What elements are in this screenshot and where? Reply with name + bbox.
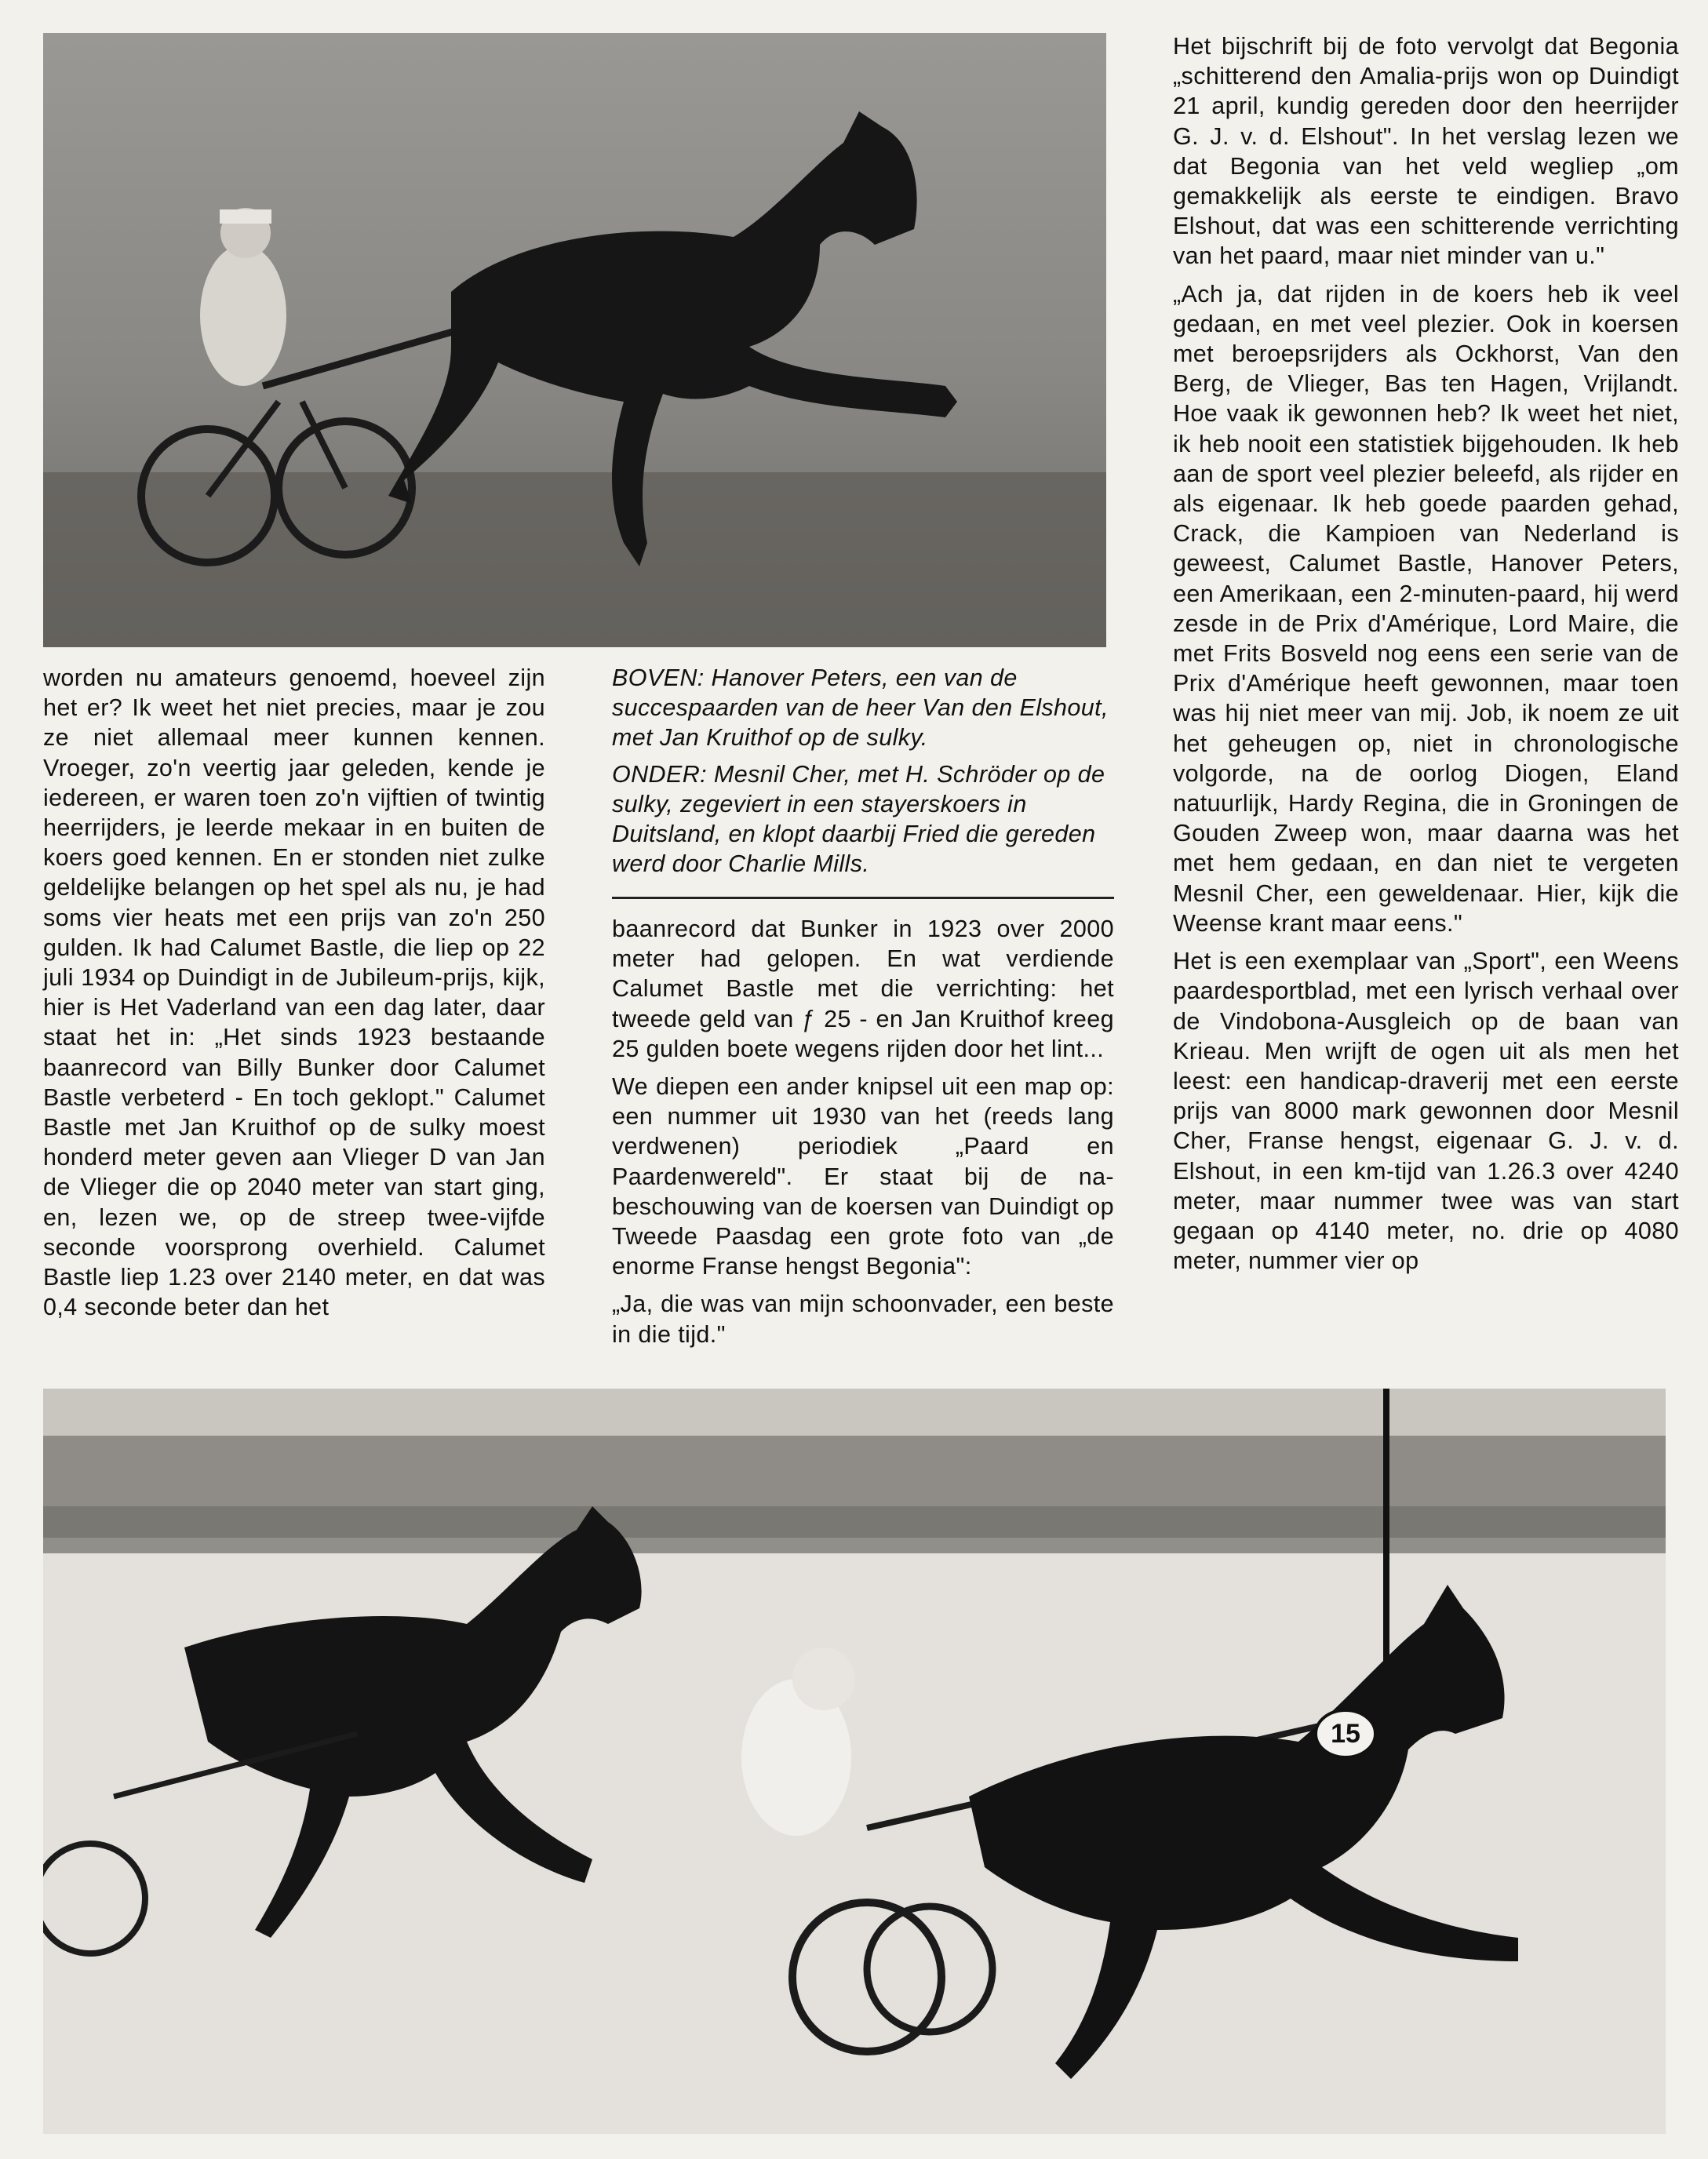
photo-bottom-illustration — [43, 1389, 1666, 2134]
paragraph: worden nu amateurs genoemd, hoeveel zijn het er? Ik weet het niet precies, maar je zou ze niet allemaal meer kunnen kennen. Vroeger, zo'n veertig jaar geleden, kende je iedereen, er waren toen zo'n vijftien of twintig heerrijders, je leerde mekaar in en buiten de koers goed kennen. En er stonden niet zulke geldelijke belangen op het spel als nu, je had soms vier heats met een prijs van zo'n 250 gulden. Ik had Calumet Bastle, die liep op 22 juli 1934 op Duindigt in de Jubileum-prijs, kijk, hier is Het Vaderland van een dag later, daar staat het in: „Het sinds 1923 bestaande baanrecord van Billy Bunker door Calumet Bastle verbeterd - En toch geklopt." Calumet Bastle met Jan Kruithof op de sulky moest honderd meter geven aan Vlieger D van Jan de Vlieger die op 2040 meter van start ging, en, lezen we, op de streep twee-vijfde seconde voorsprong overhield. Calumet Bastle liep 1.23 over 2140 meter, en dat was 0,4 seconde beter dan het — [43, 664, 545, 1321]
paragraph: Het bijschrift bij de foto vervolgt dat Begonia „schitterend den Amalia-prijs won op Duindigt 21 april, kundig gereden door den heerrijder G. J. v. d. Elshout". In het verslag lezen we dat Begonia van het veld wegliep „om gemakkelijk als eerste te eindigen. Bravo Elshout, dat was een schitterende verrichting van het paard, maar niet minder van u." — [1173, 33, 1679, 270]
caption-divider — [612, 897, 1114, 899]
paragraph: We diepen een ander knipsel uit een map op: een nummer uit 1930 van het (reeds lang verdwenen) periodiek „Paard en Paardenwereld". Er staat bij de na-beschouwing van de koersen van Duindigt op Tweede Paasdag een grote foto van „de enorme Franse hengst Begonia": — [612, 1073, 1114, 1280]
article-column-middle — [612, 914, 1114, 1357]
article-column-right — [1173, 31, 1679, 1283]
paragraph: baanrecord dat Bunker in 1923 over 2000 meter had gelopen. En wat verdiende Calumet Bastle met die verrichting: het tweede geld van ƒ 25 - en Jan Kruithof kreeg 25 gulden boete wegens rijden door het lint... — [612, 916, 1114, 1062]
photo-top-illustration — [43, 33, 1106, 647]
photo-hanover-peters — [43, 33, 1106, 647]
article-column-left — [43, 663, 545, 1330]
horse-number-badge: 15 — [1331, 1719, 1360, 1749]
caption-bottom: ONDER: Mesnil Cher, met H. Schröder op de sulky, zegeviert in een stayerskoers in Duitsland, en klopt daarbij Fried die gereden werd door Charlie Mills. — [612, 760, 1105, 878]
paragraph: „Ja, die was van mijn schoonvader, een beste in die tijd." — [612, 1291, 1114, 1348]
paragraph: „Ach ja, dat rijden in de koers heb ik veel gedaan, en met veel plezier. Ook in koersen met beroepsrijders als Ockhorst, Van den Berg, de Vlieger, Bas ten Hagen, Vrijlandt. Hoe vaak ik gewonnen heb? Ik weet het niet, ik heb nooit een statistiek bijgehouden. Ik heb aan de sport veel plezier beleefd, als rijder en als eigenaar. Ik heb goede paarden gehad, Crack, die Kampioen van Nederland is geweest, Calumet Bastle, Hanover Peters, een Amerikaan, een 2-minuten-paard, hij werd zesde in de Prix d'Amérique, Lord Maire, die met Frits Bosveld nog eens een serie van de Prix d'Amérique heeft gewonnen, maar toen was hij niet meer van mij. Job, ik noem ze uit het geheugen op, niet in chronologische volgorde, na de oorlog Diogen, Eland natuurlijk, Hardy Regina, die in Groningen de Gouden Zweep won, maar daarna was het met hem gedaan, en dan niet te vergeten Mesnil Cher, een geweldenaar. Hier, kijk die Weense krant maar eens." — [1173, 280, 1679, 937]
photo-mesnil-cher — [43, 1389, 1666, 2134]
photo-caption — [612, 663, 1114, 885]
caption-top: BOVEN: Hanover Peters, een van de succespaarden van de heer Van den Elshout, met Jan Kruithof op de sulky. — [612, 664, 1109, 752]
paragraph: Het is een exemplaar van „Sport", een Weens paardesportblad, met een lyrisch verhaal over de Vindobona-Ausgleich op de baan van Krieau. Men wrijft de ogen uit als men het leest: een handicap-draverij met een eerste prijs van 8000 mark gewonnen door Mesnil Cher, Franse hengst, eigenaar G. J. v. d. Elshout, in een km-tijd van 1.26.3 over 4240 meter, maar nummer twee was van start gegaan op 4140 meter, no. drie op 4080 meter, nummer vier op — [1173, 948, 1679, 1275]
